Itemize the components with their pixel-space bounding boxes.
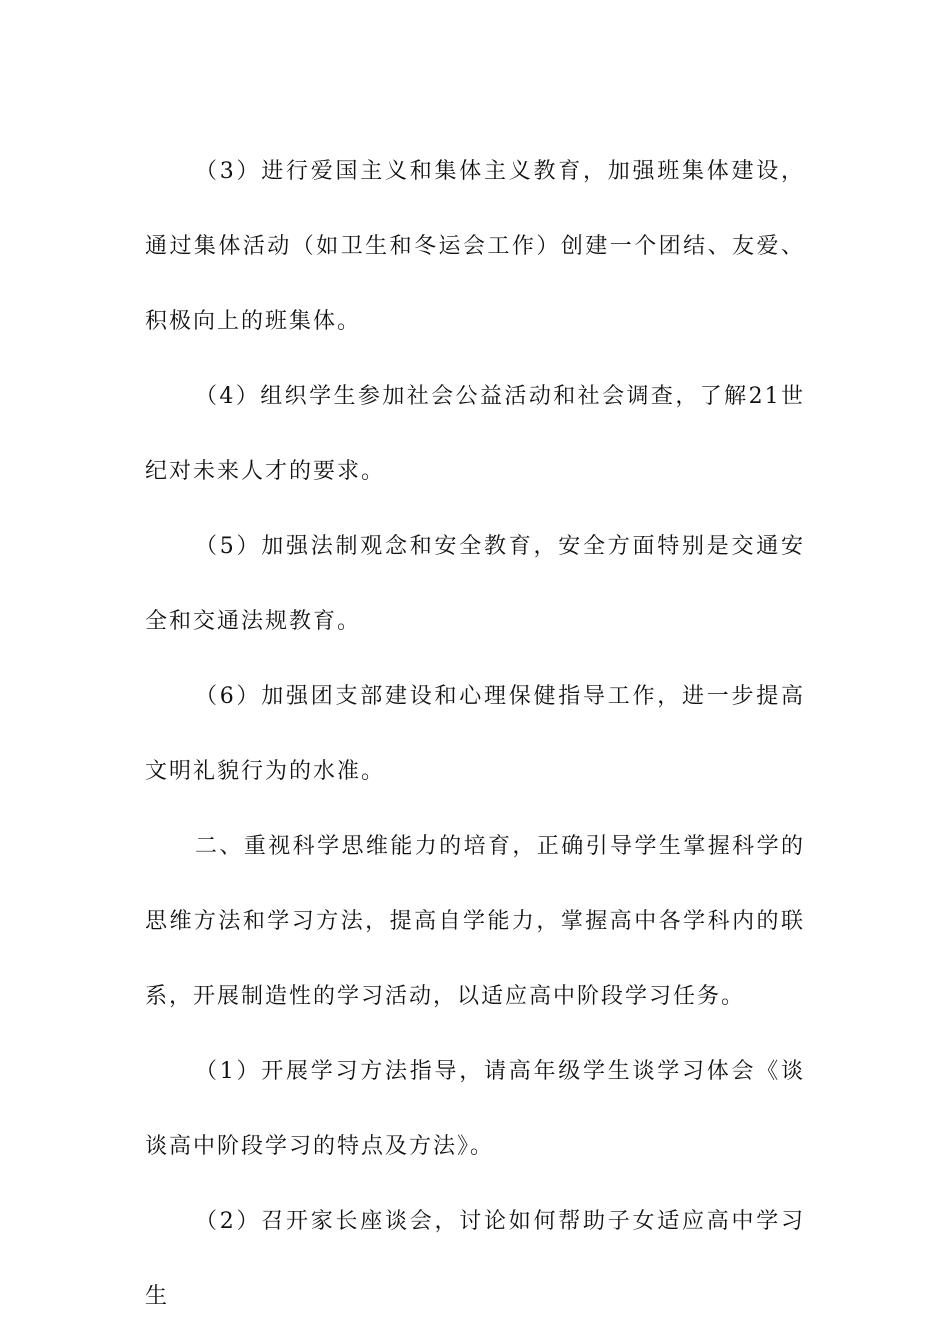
paragraph-item-2: （2）召开家长座谈会，讨论如何帮助子女适应高中学习生	[145, 1209, 805, 1309]
paragraph-item-4: （4）组织学生参加社会公益活动和社会调查，了解21世纪对未来人才的要求。	[145, 384, 805, 484]
paragraph-item-1: （1）开展学习方法指导，请高年级学生谈学习体会《谈谈高中阶段学习的特点及方法》。	[145, 1059, 805, 1159]
section-two-heading-paragraph: 二、重视科学思维能力的培育，正确引导学生掌握科学的思维方法和学习方法，提高自学能力，掌握高中各学科内的联系，开展制造性的学习活动，以适应高中阶段学习任务。	[145, 834, 805, 1009]
paragraph-item-3: （3）进行爱国主义和集体主义教育，加强班集体建设，通过集体活动（如卫生和冬运会工作）创建一个团结、友爱、积极向上的班集体。	[145, 159, 805, 334]
paragraph-item-6: （6）加强团支部建设和心理保健指导工作，进一步提高文明礼貌行为的水准。	[145, 684, 805, 784]
paragraph-item-5: （5）加强法制观念和安全教育，安全方面特别是交通安全和交通法规教育。	[145, 534, 805, 634]
